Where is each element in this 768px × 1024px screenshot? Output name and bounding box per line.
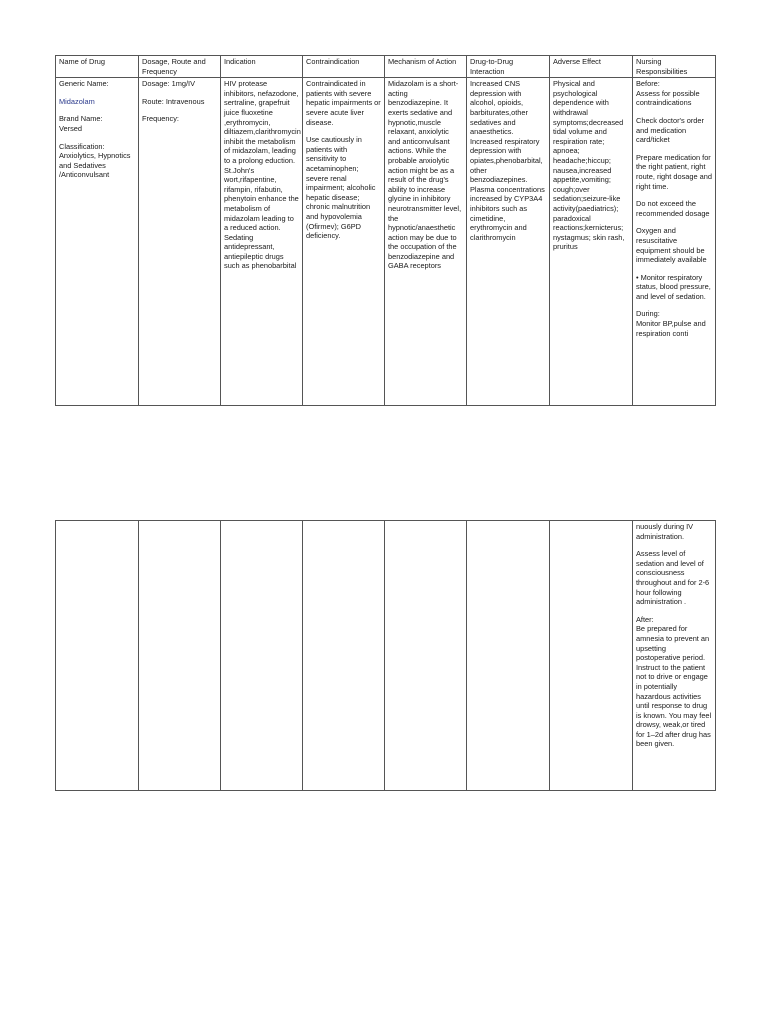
header-mechanism: Mechanism of Action [385, 56, 467, 78]
dosage-cell [139, 78, 221, 406]
contraindication-cell [303, 78, 385, 406]
nursing-cell [633, 78, 716, 406]
nursing-after-2: Instruct to the patient not to drive or engage in potentially hazardous activities until response to drug is known. You may feel drowsy, weak,or tired for 1–2d after drug has been given. [636, 662, 714, 749]
table-row [56, 78, 716, 406]
nursing-cell-continued [633, 521, 716, 791]
adverse-effect-cell [550, 78, 633, 406]
nursing-during-2: Assess level of sedation and level of consciousness throughout and for 2-6 hour following administration . [636, 549, 712, 607]
empty-cell [550, 521, 633, 791]
classification-value: Anxiolytics, Hypnotics and Sedatives /Anticonvulsant [59, 151, 133, 180]
during-label: During: [636, 309, 660, 319]
header-interaction: Drug-to-Drug Interaction [467, 56, 550, 78]
generic-name-value: Midazolam [59, 96, 95, 106]
dosage-text: Dosage: 1mg/IV [142, 79, 195, 89]
contraindication-text-2: Use cautiously in patients with sensitivity to acetaminophen; severe renal impairment; alcoholic hepatic disease; chronic malnutrition and hypovolemia (Ofirmev); G6PD deficiency. [306, 135, 378, 241]
interaction-text: Increased CNS depression with alcohol, opioids, barbiturates,other sedatives and anaesthetics. Increased respiratory depression with opiates,phenobarbital, other benzodiazepines. Plasma concentrations increased by CYP3A4 inhibitors such as cimetidine, erythromycin and clarithromycin [470, 79, 547, 242]
nursing-before-4: Do not exceed the recommended dosage [636, 199, 710, 218]
empty-cell [56, 521, 139, 791]
nursing-during-continued: nuously during IV administration. [636, 522, 696, 541]
nursing-before-5: Oxygen and resuscitative equipment should be immediately available [636, 226, 707, 265]
header-adverse-effect: Adverse Effect [550, 56, 633, 78]
nursing-before-2: Check doctor's order and medication card/ticket [636, 115, 707, 145]
name-of-drug-cell [56, 78, 139, 406]
indication-cell [221, 78, 303, 406]
interaction-cell [467, 78, 550, 406]
header-dosage: Dosage, Route and Frequency [139, 56, 221, 78]
nursing-before-3: Prepare medication for the right patient, right route, right dosage and right time. [636, 152, 715, 191]
before-label: Before: [636, 79, 660, 89]
nursing-during-1: Monitor BP,pulse and respiration conti [636, 319, 708, 338]
adverse-effect-text: Physical and psychological dependence with withdrawal symptoms;decreased tidal volume and respiration rate; apnoea; headache;hiccup; nausea,increased appetite,vomiting; cough;over sedation;seizure-like activity(paediatrics); paradoxical reactions;kernicterus; nystagmus; skin rash, pruritus [553, 79, 627, 252]
mechanism-text: Midazolam is a short-acting benzodiazepine. It exerts sedative and hypnotic,muscle relaxant, anxiolytic and anticonvulsant actions. While the probable anxiolytic action might be as a result of the drug's ability to increase glycine in inhibitory neurotransmitter level, the hypnotic/anaesthetic action may be due to the occupation of the benzodiazepine and GABA receptors [388, 79, 464, 271]
header-name-of-drug: Name of Drug [56, 56, 139, 78]
nursing-before-1: Assess for possible contraindications [636, 88, 702, 108]
after-label: After: [636, 614, 654, 624]
empty-cell [221, 521, 303, 791]
brand-name-value: Versed [59, 123, 83, 133]
header-indication: Indication [221, 56, 303, 78]
nursing-after-1: Be prepared for amnesia to prevent an upsetting postoperative period. [636, 624, 712, 663]
empty-cell [303, 521, 385, 791]
header-contraindication: Contraindication [303, 56, 385, 78]
generic-name-label: Generic Name: [59, 79, 109, 89]
route-text: Route: Intravenous [142, 96, 205, 106]
empty-cell [139, 521, 221, 791]
contraindication-text-1: Contraindicated in patients with severe hepatic impairments or severe acute liver disease. [306, 79, 383, 127]
header-row [56, 56, 716, 78]
drug-study-table-page-2 [55, 520, 716, 791]
nursing-before-6: • Monitor respiratory status, blood pressure, and level of sedation. [636, 272, 713, 301]
drug-study-table-page-1 [55, 55, 716, 406]
frequency-text: Frequency: [142, 114, 179, 124]
brand-name-label: Brand Name: [59, 114, 103, 124]
empty-cell [467, 521, 550, 791]
table-row [56, 521, 716, 791]
indication-text: HIV protease inhibitors, nefazodone, sertraline, grapefruit juice fluoxetine ,erythromycin, diltiazem,clarithromycin inhibit the metabolism of midazolam, leading to a prolong eduction. St.John's wort,rifapentine, rifampin, rifabutin, phenytoin enhance the metabolism of midazolam leading to a reduced action. Sedating antidepressant, antiepileptic drugs such as phenobarbital [224, 79, 303, 271]
empty-cell [385, 521, 467, 791]
header-nursing: Nursing Responsibilities [633, 56, 716, 78]
classification-label: Classification: [59, 141, 105, 151]
mechanism-cell [385, 78, 467, 406]
